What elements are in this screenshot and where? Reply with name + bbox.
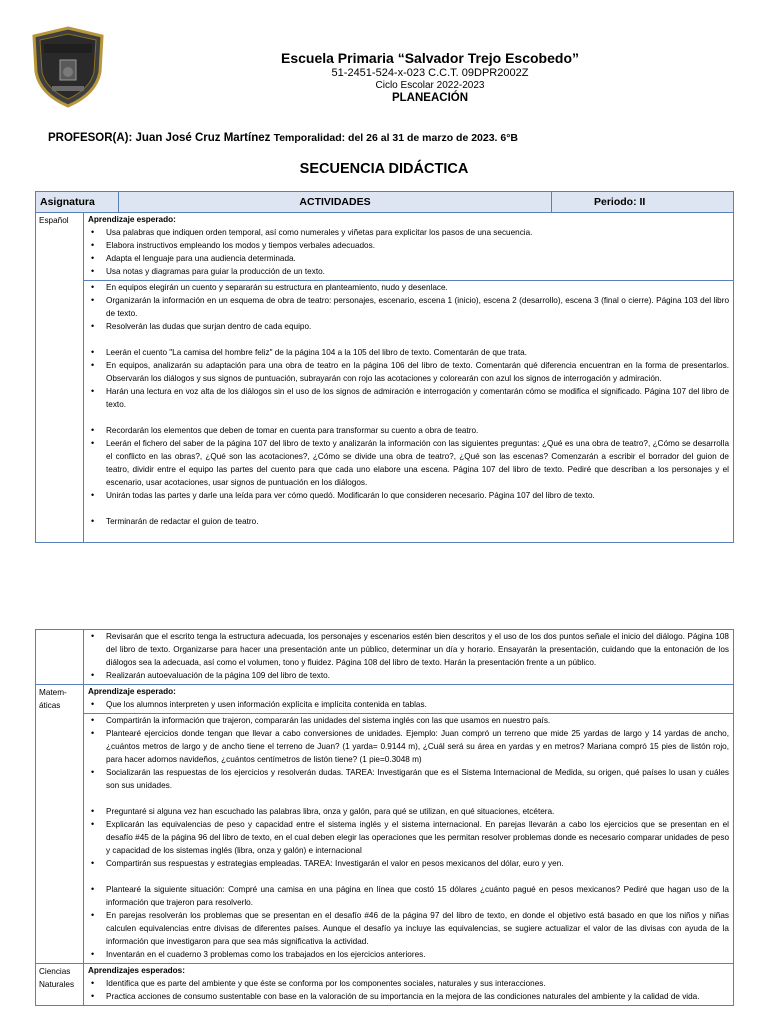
table-row	[36, 630, 734, 685]
list-item: • Usa palabras que indiquen orden temporal, así como numerales y viñetas para explicitar los pasos de una secuencia.	[88, 226, 729, 239]
list-item: • Identifica que es parte del ambiente y que éste se conforma por los componentes sociales, naturales y sus interacciones.	[88, 977, 729, 990]
school-cycle: Ciclo Escolar 2022-2023	[375, 80, 485, 91]
expected-title: Aprendizaje esperado:	[88, 215, 176, 224]
table-row	[36, 714, 734, 964]
plan-title: PLANEACIÓN	[391, 92, 469, 104]
header-period: Periodo: II	[552, 192, 734, 213]
expected-learning-cell	[84, 964, 734, 1006]
expected-title: Aprendizajes esperados:	[88, 966, 185, 975]
list-item: • Inventarán en el cuaderno 3 problemas como los trabajados en los ejercicios anteriores.	[88, 948, 729, 961]
table-header-row	[36, 192, 734, 213]
list-item: • Plantearé ejercicios donde tengan que llevar a cabo conversiones de unidades. Ejemplo: Juan compró un terreno que mide 25 yardas de largo y 14 yardas de ancho, ¿cuántos metros de largo y de ancho tiene el terreno de Juan? (1 yarda= 0.9144 m), ¿Cuál será su área en yardas y en metros? Mariana compró 15 pies de listón rojo, para hacer adornos navideños, ¿cuántos centímetros de listón tiene? (1 pie=0.3048 m)	[88, 727, 729, 766]
header-subject: Asignatura	[36, 192, 119, 213]
list-item: • Harán una lectura en voz alta de los diálogos sin el uso de los signos de admiración e interrogación y comentarán cómo se modifica el significado. Página 107 del libro de texto.	[88, 385, 729, 411]
list-item: • Compartirán sus respuestas y estrategias empleadas. TAREA: Investigarán el valor en pesos mexicanos del dólar, euro y yen.	[88, 857, 729, 870]
list-item: • En parejas resolverán los problemas que se presentan en el desafío #46 de la página 97 del libro de texto, en donde el objetivo está basado en que los niños y niñas calculen equivalencias entre divisas de diferentes países. Aunque el desafío ya incluye las equivalencias, se sugiere actualizar el valor de las divisas con ayuda de la información que investigaron para que sea más significativa la actividad.	[88, 909, 729, 948]
list-item: • Usa notas y diagramas para guiar la producción de un texto.	[88, 265, 729, 278]
expected-learning-cell	[84, 213, 734, 281]
list-item: • Adapta el lenguaje para una audiencia determinada.	[88, 252, 729, 265]
subject-empty	[36, 630, 84, 685]
activities-cell	[84, 714, 734, 964]
header-activities: ACTIVIDADES	[119, 192, 552, 213]
list-item: • Unirán todas las partes y darle una leída para ver cómo quedó. Modificarán lo que consideren necesario. Página 107 del libro de texto.	[88, 489, 729, 502]
list-item: • Socializarán las respuestas de los ejercicios y resolverán dudas. TAREA: Investigarán que es el Sistema Internacional de Medida, su origen, qué países lo usan y cuáles son sus unidades.	[88, 766, 729, 792]
list-item: • Explicarán las equivalencias de peso y capacidad entre el sistema inglés y el sistema internacional. En parejas llevarán a cabo los ejercicios que se presentan en el desafío #45 de la página 96 del libro de texto, en el cual deben elegir las operaciones que les permitan resolver problemas donde es necesario comparar unidades de peso y capacidad de los sistemas inglés (libra, onza y galón) e internacional	[88, 818, 729, 857]
table-row	[36, 281, 734, 543]
subject-ciencias: Ciencias Naturales	[36, 964, 84, 1006]
expected-learning-cell	[84, 685, 734, 714]
list-item: • Practica acciones de consumo sustentable con base en la valoración de su importancia en la mejora de las condiciones naturales del ambiente y la calidad de vida.	[88, 990, 729, 1003]
list-item: • Leerán el fichero del saber de la página 107 del libro de texto y analizarán la información con las siguientes preguntas: ¿Qué es una obra de teatro?, ¿Cómo se desarrolla el conflicto en las obras?, ¿Qué son las acotaciones?, ¿Cómo se divide una obra de teatro?, ¿Qué son las escenas? Comenzarán a escribir el borrador del guion de teatro, dividir entre el equipo las partes del cuento para que cada uno elabore una escena. Página 107 del libro de texto. Pediré que describan a los personajes y el escenario, usar acotaciones, usar signos de puntuación en los diálogos.	[88, 437, 729, 489]
teacher-line	[48, 132, 518, 144]
list-item: • Realizarán autoevaluación de la página 109 del libro de texto.	[88, 669, 729, 682]
teacher-name: PROFESOR(A): Juan José Cruz Martínez	[48, 132, 271, 144]
school-code: 51-2451-524-x-023 C.C.T. 09DPR2002Z	[331, 67, 529, 79]
subject-matematicas: Matemáticas	[36, 685, 84, 964]
list-item: • En equipos elegirán un cuento y separarán su estructura en planteamiento, nudo y desenlace.	[88, 281, 729, 294]
expected-title: Aprendizaje esperado:	[88, 687, 176, 696]
list-item: • Organizarán la información en un esquema de obra de teatro: personajes, escenario, escena 1 (inicio), escena 2 (desarrollo), escena 3 (final o cierre). Página 103 del libro de texto.	[88, 294, 729, 320]
temporality: Temporalidad: del 26 al 31 de marzo de 2023. 6°B	[273, 132, 519, 144]
activities-cell	[84, 281, 734, 543]
sequence-title: SECUENCIA DIDÁCTICA	[299, 161, 469, 177]
table-row	[36, 213, 734, 281]
list-item: • Terminarán de redactar el guion de teatro.	[88, 515, 729, 528]
school-logo	[30, 26, 106, 108]
table-row	[36, 685, 734, 714]
list-item: • Preguntaré si alguna vez han escuchado las palabras libra, onza y galón, para qué se utilizan, en qué situaciones, etcétera.	[88, 805, 729, 818]
planning-table-continued	[35, 629, 734, 1006]
list-item: • Recordarán los elementos que deben de tomar en cuenta para transformar su cuento a obra de teatro.	[88, 424, 729, 437]
activities-cell	[84, 630, 734, 685]
planning-table	[35, 191, 734, 543]
list-item: • En equipos, analizarán su adaptación para una obra de teatro en la página 106 del libro de texto. Comentarán qué diferencia encuentran en la forma de presentarlos. Observarán los diálogos y sus signos de puntuación, subrayarán con rojo las acotaciones y colorearán con azul los signos de interrogación y admiración.	[88, 359, 729, 385]
list-item: • Elabora instructivos empleando los modos y tiempos verbales adecuados.	[88, 239, 729, 252]
list-item: • Que los alumnos interpreten y usen información explícita e implícita contenida en tablas.	[88, 698, 729, 711]
subject-espanol: Español	[36, 213, 84, 543]
school-name: Escuela Primaria “Salvador Trejo Escobedo”	[280, 50, 579, 66]
table-row	[36, 964, 734, 1006]
list-item: • Resolverán las dudas que surjan dentro de cada equipo.	[88, 320, 729, 333]
list-item: • Compartirán la información que trajeron, compararán las unidades del sistema inglés con las que usamos en nuestro país.	[88, 714, 729, 727]
list-item: • Revisarán que el escrito tenga la estructura adecuada, los personajes y escenarios estén bien descritos y el uso de los dos puntos señale el inicio del diálogo. Página 108 del libro de texto. Organizarse para hacer una presentación ante un público, determinar un día y horario. Ensayarán la presentación, cuidando que la entonación de los diálogos sea la adecuada, así como el volumen, tono y fluidez. Página 108 del libro de texto. Harán la presentación frente a un público.	[88, 630, 729, 669]
list-item: • Leerán el cuento "La camisa del hombre feliz" de la página 104 a la 105 del libro de texto. Comentarán de que trata.	[88, 346, 729, 359]
list-item: • Plantearé la siguiente situación: Compré una camisa en una página en línea que costó 15 dólares ¿cuánto pagué en pesos mexicanos? Pediré que hagan uso de la información que trajeron para resolverlo.	[88, 883, 729, 909]
